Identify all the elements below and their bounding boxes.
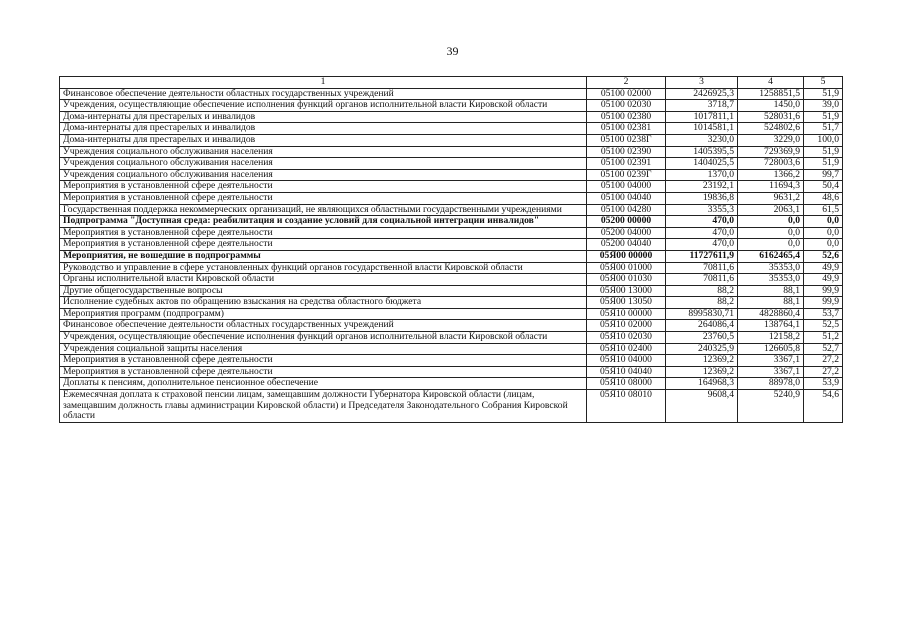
row-planned-value-cell: 70811,6: [666, 262, 738, 274]
table-row: [60, 158, 843, 170]
row-percent-cell: 49,9: [804, 262, 843, 274]
row-planned-value-cell: 164968,3: [666, 378, 738, 390]
row-percent-cell: 54,6: [804, 390, 843, 423]
row-planned-value-cell: 1404025,5: [666, 158, 738, 170]
table-row: [60, 274, 843, 286]
row-actual-value-cell: 3367,1: [738, 366, 804, 378]
table-row: [60, 204, 843, 216]
row-actual-value-cell: 138764,1: [738, 320, 804, 332]
row-code-cell: 05100 0239Г: [587, 169, 666, 181]
row-percent-cell: 51,9: [804, 158, 843, 170]
row-name-cell: Дома-интернаты для престарелых и инвалидов: [60, 134, 587, 146]
row-percent-cell: 51,2: [804, 332, 843, 344]
row-percent-cell: 99,9: [804, 297, 843, 309]
row-planned-value-cell: 3355,3: [666, 204, 738, 216]
row-planned-value-cell: 3718,7: [666, 100, 738, 112]
row-code-cell: 05100 02030: [587, 100, 666, 112]
table-row: [60, 320, 843, 332]
row-actual-value-cell: 6162465,4: [738, 250, 804, 262]
row-percent-cell: 49,9: [804, 274, 843, 286]
row-code-cell: 05Я10 08010: [587, 390, 666, 423]
table-row: [60, 181, 843, 193]
table-row: [60, 332, 843, 344]
row-actual-value-cell: 524802,6: [738, 123, 804, 135]
row-actual-value-cell: 126605,8: [738, 343, 804, 355]
row-planned-value-cell: 9608,4: [666, 390, 738, 423]
row-percent-cell: 0,0: [804, 216, 843, 228]
row-name-cell: Дома-интернаты для престарелых и инвалидов: [60, 111, 587, 123]
row-planned-value-cell: 264086,4: [666, 320, 738, 332]
table-row: [60, 308, 843, 320]
row-code-cell: 05100 02381: [587, 123, 666, 135]
row-name-cell: Мероприятия программ (подпрограмм): [60, 308, 587, 320]
table-row: [60, 378, 843, 390]
row-actual-value-cell: 3229,0: [738, 134, 804, 146]
row-percent-cell: 51,9: [804, 111, 843, 123]
row-planned-value-cell: 12369,2: [666, 355, 738, 367]
row-name-cell: Подпрограмма "Доступная среда: реабилитация и создание условий для социальной интеграции инвалидов": [60, 216, 587, 228]
row-name-cell: Другие общегосударственные вопросы: [60, 285, 587, 297]
row-percent-cell: 39,0: [804, 100, 843, 112]
column-header: 1: [60, 77, 587, 89]
row-name-cell: Мероприятия в установленной сфере деятельности: [60, 192, 587, 204]
row-planned-value-cell: 88,2: [666, 285, 738, 297]
row-planned-value-cell: 2426925,3: [666, 88, 738, 100]
row-name-cell: Учреждения, осуществляющие обеспечение исполнения функций органов исполнительной власти Кировской области: [60, 100, 587, 112]
row-actual-value-cell: 728003,6: [738, 158, 804, 170]
row-code-cell: 05Я10 08000: [587, 378, 666, 390]
row-planned-value-cell: 23192,1: [666, 181, 738, 193]
row-code-cell: 05Я00 01030: [587, 274, 666, 286]
row-percent-cell: 61,5: [804, 204, 843, 216]
row-code-cell: 05Я10 04000: [587, 355, 666, 367]
row-code-cell: 05Я10 02000: [587, 320, 666, 332]
row-planned-value-cell: 1017811,1: [666, 111, 738, 123]
row-code-cell: 05Я00 01000: [587, 262, 666, 274]
row-name-cell: Мероприятия в установленной сфере деятельности: [60, 239, 587, 251]
row-planned-value-cell: 1405395,5: [666, 146, 738, 158]
row-name-cell: Мероприятия в установленной сфере деятельности: [60, 181, 587, 193]
row-planned-value-cell: 470,0: [666, 216, 738, 228]
table-row: [60, 239, 843, 251]
table-row: [60, 366, 843, 378]
row-percent-cell: 27,2: [804, 355, 843, 367]
row-actual-value-cell: 88,1: [738, 297, 804, 309]
row-code-cell: 05100 02390: [587, 146, 666, 158]
table-row: [60, 216, 843, 228]
row-planned-value-cell: 11727611,9: [666, 250, 738, 262]
row-code-cell: 05Я10 00000: [587, 308, 666, 320]
row-name-cell: Доплаты к пенсиям, дополнительное пенсионное обеспечение: [60, 378, 587, 390]
row-percent-cell: 27,2: [804, 366, 843, 378]
table-row: [60, 146, 843, 158]
row-percent-cell: 100,0: [804, 134, 843, 146]
row-planned-value-cell: 470,0: [666, 239, 738, 251]
row-actual-value-cell: 0,0: [738, 239, 804, 251]
row-percent-cell: 52,7: [804, 343, 843, 355]
table-body: [60, 88, 843, 422]
row-code-cell: 05Я00 13050: [587, 297, 666, 309]
page-number: 39: [446, 44, 459, 58]
table-row: [60, 390, 843, 423]
row-actual-value-cell: 1258851,5: [738, 88, 804, 100]
table-row: [60, 297, 843, 309]
table-row: [60, 123, 843, 135]
row-planned-value-cell: 19836,8: [666, 192, 738, 204]
row-percent-cell: 53,9: [804, 378, 843, 390]
row-planned-value-cell: 8995830,71: [666, 308, 738, 320]
row-code-cell: 05100 02391: [587, 158, 666, 170]
row-actual-value-cell: 88,1: [738, 285, 804, 297]
row-code-cell: 05Я00 13000: [587, 285, 666, 297]
table-row: [60, 250, 843, 262]
row-name-cell: Руководство и управление в сфере установленных функций органов государственной власти Кировской области: [60, 262, 587, 274]
row-actual-value-cell: 1450,0: [738, 100, 804, 112]
row-code-cell: 05100 02380: [587, 111, 666, 123]
row-code-cell: 05Я00 00000: [587, 250, 666, 262]
row-percent-cell: 51,9: [804, 146, 843, 158]
row-name-cell: Ежемесячная доплата к страховой пенсии лицам, замещавшим должности Губернатора Кировской области (лицам, замещавшим должность главы администрации Кировской области) и Председателя Законодательного Собрания Кировской области: [60, 390, 587, 423]
row-name-cell: Органы исполнительной власти Кировской области: [60, 274, 587, 286]
row-code-cell: 05100 0238Г: [587, 134, 666, 146]
row-actual-value-cell: 12158,2: [738, 332, 804, 344]
row-code-cell: 05100 04000: [587, 181, 666, 193]
row-name-cell: Учреждения социального обслуживания населения: [60, 158, 587, 170]
table-row: [60, 343, 843, 355]
row-name-cell: Мероприятия в установленной сфере деятельности: [60, 355, 587, 367]
row-actual-value-cell: 35353,0: [738, 274, 804, 286]
row-code-cell: 05200 04000: [587, 227, 666, 239]
row-actual-value-cell: 729369,9: [738, 146, 804, 158]
row-planned-value-cell: 240325,9: [666, 343, 738, 355]
table-row: [60, 134, 843, 146]
row-name-cell: Учреждения, осуществляющие обеспечение исполнения функций органов исполнительной власти Кировской области: [60, 332, 587, 344]
table-row: [60, 100, 843, 112]
table-row: [60, 355, 843, 367]
row-name-cell: Финансовое обеспечение деятельности областных государственных учреждений: [60, 88, 587, 100]
row-actual-value-cell: 88978,0: [738, 378, 804, 390]
row-planned-value-cell: 470,0: [666, 227, 738, 239]
row-percent-cell: 52,5: [804, 320, 843, 332]
table-row: [60, 227, 843, 239]
row-planned-value-cell: 3230,0: [666, 134, 738, 146]
column-header: 3: [666, 77, 738, 89]
row-percent-cell: 52,6: [804, 250, 843, 262]
row-actual-value-cell: 2063,1: [738, 204, 804, 216]
row-percent-cell: 53,7: [804, 308, 843, 320]
row-code-cell: 05Я10 02400: [587, 343, 666, 355]
table-row: [60, 88, 843, 100]
row-code-cell: 05100 04040: [587, 192, 666, 204]
column-header: 2: [587, 77, 666, 89]
row-percent-cell: 0,0: [804, 227, 843, 239]
row-percent-cell: 0,0: [804, 239, 843, 251]
row-code-cell: 05Я10 04040: [587, 366, 666, 378]
table-row: [60, 192, 843, 204]
row-actual-value-cell: 11694,3: [738, 181, 804, 193]
row-name-cell: Финансовое обеспечение деятельности областных государственных учреждений: [60, 320, 587, 332]
row-name-cell: Мероприятия в установленной сфере деятельности: [60, 366, 587, 378]
row-actual-value-cell: 35353,0: [738, 262, 804, 274]
row-planned-value-cell: 12369,2: [666, 366, 738, 378]
row-actual-value-cell: 4828860,4: [738, 308, 804, 320]
row-name-cell: Мероприятия в установленной сфере деятельности: [60, 227, 587, 239]
row-planned-value-cell: 1370,0: [666, 169, 738, 181]
row-planned-value-cell: 1014581,1: [666, 123, 738, 135]
row-actual-value-cell: 0,0: [738, 216, 804, 228]
budget-table: [59, 76, 843, 423]
row-actual-value-cell: 1366,2: [738, 169, 804, 181]
row-percent-cell: 99,7: [804, 169, 843, 181]
row-code-cell: 05200 04040: [587, 239, 666, 251]
row-percent-cell: 51,9: [804, 88, 843, 100]
row-planned-value-cell: 88,2: [666, 297, 738, 309]
row-name-cell: Дома-интернаты для престарелых и инвалидов: [60, 123, 587, 135]
row-name-cell: Учреждения социального обслуживания населения: [60, 146, 587, 158]
row-actual-value-cell: 0,0: [738, 227, 804, 239]
row-code-cell: 05Я10 02030: [587, 332, 666, 344]
table-row: [60, 111, 843, 123]
row-percent-cell: 51,7: [804, 123, 843, 135]
column-header: 4: [738, 77, 804, 89]
row-name-cell: Учреждения социальной защиты населения: [60, 343, 587, 355]
row-actual-value-cell: 5240,9: [738, 390, 804, 423]
row-percent-cell: 99,9: [804, 285, 843, 297]
row-code-cell: 05100 02000: [587, 88, 666, 100]
table-row: [60, 169, 843, 181]
row-name-cell: Исполнение судебных актов по обращению взыскания на средства областного бюджета: [60, 297, 587, 309]
row-percent-cell: 50,4: [804, 181, 843, 193]
row-name-cell: Мероприятия, не вошедшие в подпрограммы: [60, 250, 587, 262]
row-actual-value-cell: 3367,1: [738, 355, 804, 367]
table-row: [60, 262, 843, 274]
table-row: [60, 285, 843, 297]
row-actual-value-cell: 9631,2: [738, 192, 804, 204]
row-planned-value-cell: 70811,6: [666, 274, 738, 286]
column-header: 5: [804, 77, 843, 89]
table-header-row: [60, 77, 843, 89]
row-code-cell: 05100 04280: [587, 204, 666, 216]
row-planned-value-cell: 23760,5: [666, 332, 738, 344]
row-percent-cell: 48,6: [804, 192, 843, 204]
row-name-cell: Государственная поддержка некоммерческих организаций, не являющихся областными государственными учреждениями: [60, 204, 587, 216]
row-actual-value-cell: 528031,6: [738, 111, 804, 123]
row-code-cell: 05200 00000: [587, 216, 666, 228]
row-name-cell: Учреждения социального обслуживания населения: [60, 169, 587, 181]
